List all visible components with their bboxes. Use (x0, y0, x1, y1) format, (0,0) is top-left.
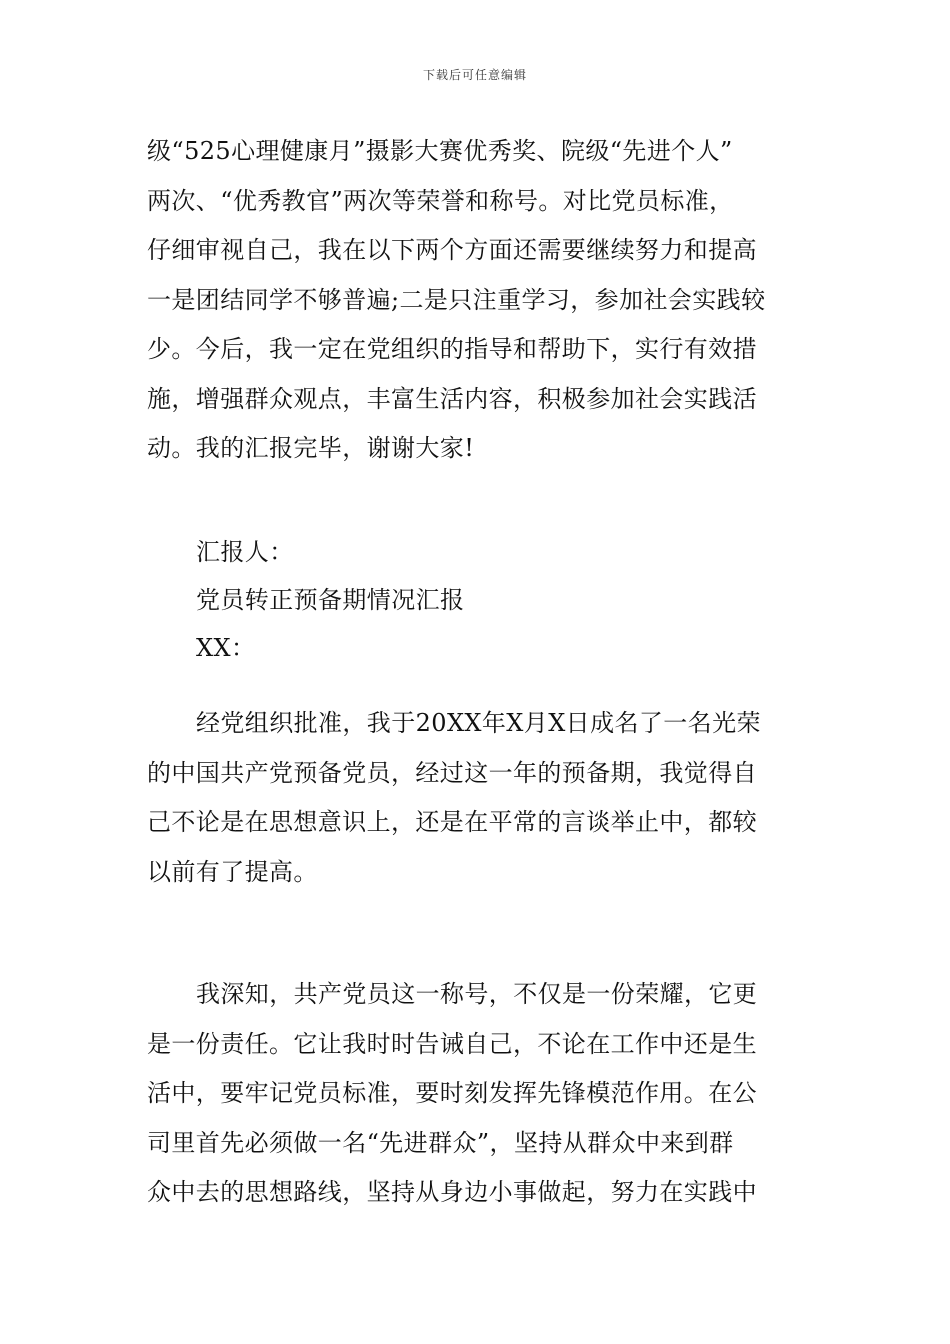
reporter-label: 汇报人： (196, 538, 294, 566)
signature-block (147, 528, 812, 672)
paragraph-line: 我深知，共产党员这一称号，不仅是一份荣耀，它更 (196, 980, 758, 1008)
paragraph-line: 级“525心理健康月”摄影大赛优秀奖、院级“先进个人” (147, 137, 733, 165)
paragraph-line: 以前有了提高。 (147, 857, 318, 886)
paragraph-line: 仔细审视自己，我在以下两个方面还需要继续努力和提高 (147, 236, 757, 264)
paragraph-introduction (147, 699, 812, 897)
paragraph-line: 己不论是在思想意识上，还是在平常的言谈举止中，都较 (147, 808, 757, 836)
salutation: XX： (196, 634, 256, 662)
page-header-note: 下载后可任意编辑 (422, 68, 527, 82)
paragraph-line: 经党组织批准，我于20XX年X月X日成名了一名光荣 (196, 709, 761, 737)
paragraph-line: 的中国共产党预备党员，经过这一年的预备期，我觉得自 (147, 758, 757, 787)
paragraph-line: 司里首先必须做一名“先进群众”，坚持从群众中来到群 (147, 1128, 734, 1157)
paragraph-line: 是一份责任。它让我时时告诫自己，不论在工作中还是生 (147, 1029, 757, 1058)
paragraph-line: 施，增强群众观点，丰富生活内容，积极参加社会实践活 (147, 384, 757, 413)
paragraph-line: 动。我的汇报完毕，谢谢大家! (147, 434, 475, 462)
paragraph-line: 一是团结同学不够普遍;二是只注重学习，参加社会实践较 (147, 285, 766, 314)
paragraph-line: 活中，要牢记党员标准，要时刻发挥先锋模范作用。在公 (147, 1079, 757, 1107)
paragraph-responsibility (147, 970, 812, 1218)
paragraph-line: 两次、“优秀教官”两次等荣誉和称号。对比党员标准， (147, 186, 734, 215)
paragraph-closing-remarks (147, 127, 812, 474)
paragraph-line: 众中去的思想路线，坚持从身边小事做起，努力在实践中 (147, 1178, 757, 1206)
paragraph-line: 少。今后，我一定在党组织的指导和帮助下，实行有效措 (147, 335, 757, 363)
document-title: 党员转正预备期情况汇报 (196, 586, 465, 614)
